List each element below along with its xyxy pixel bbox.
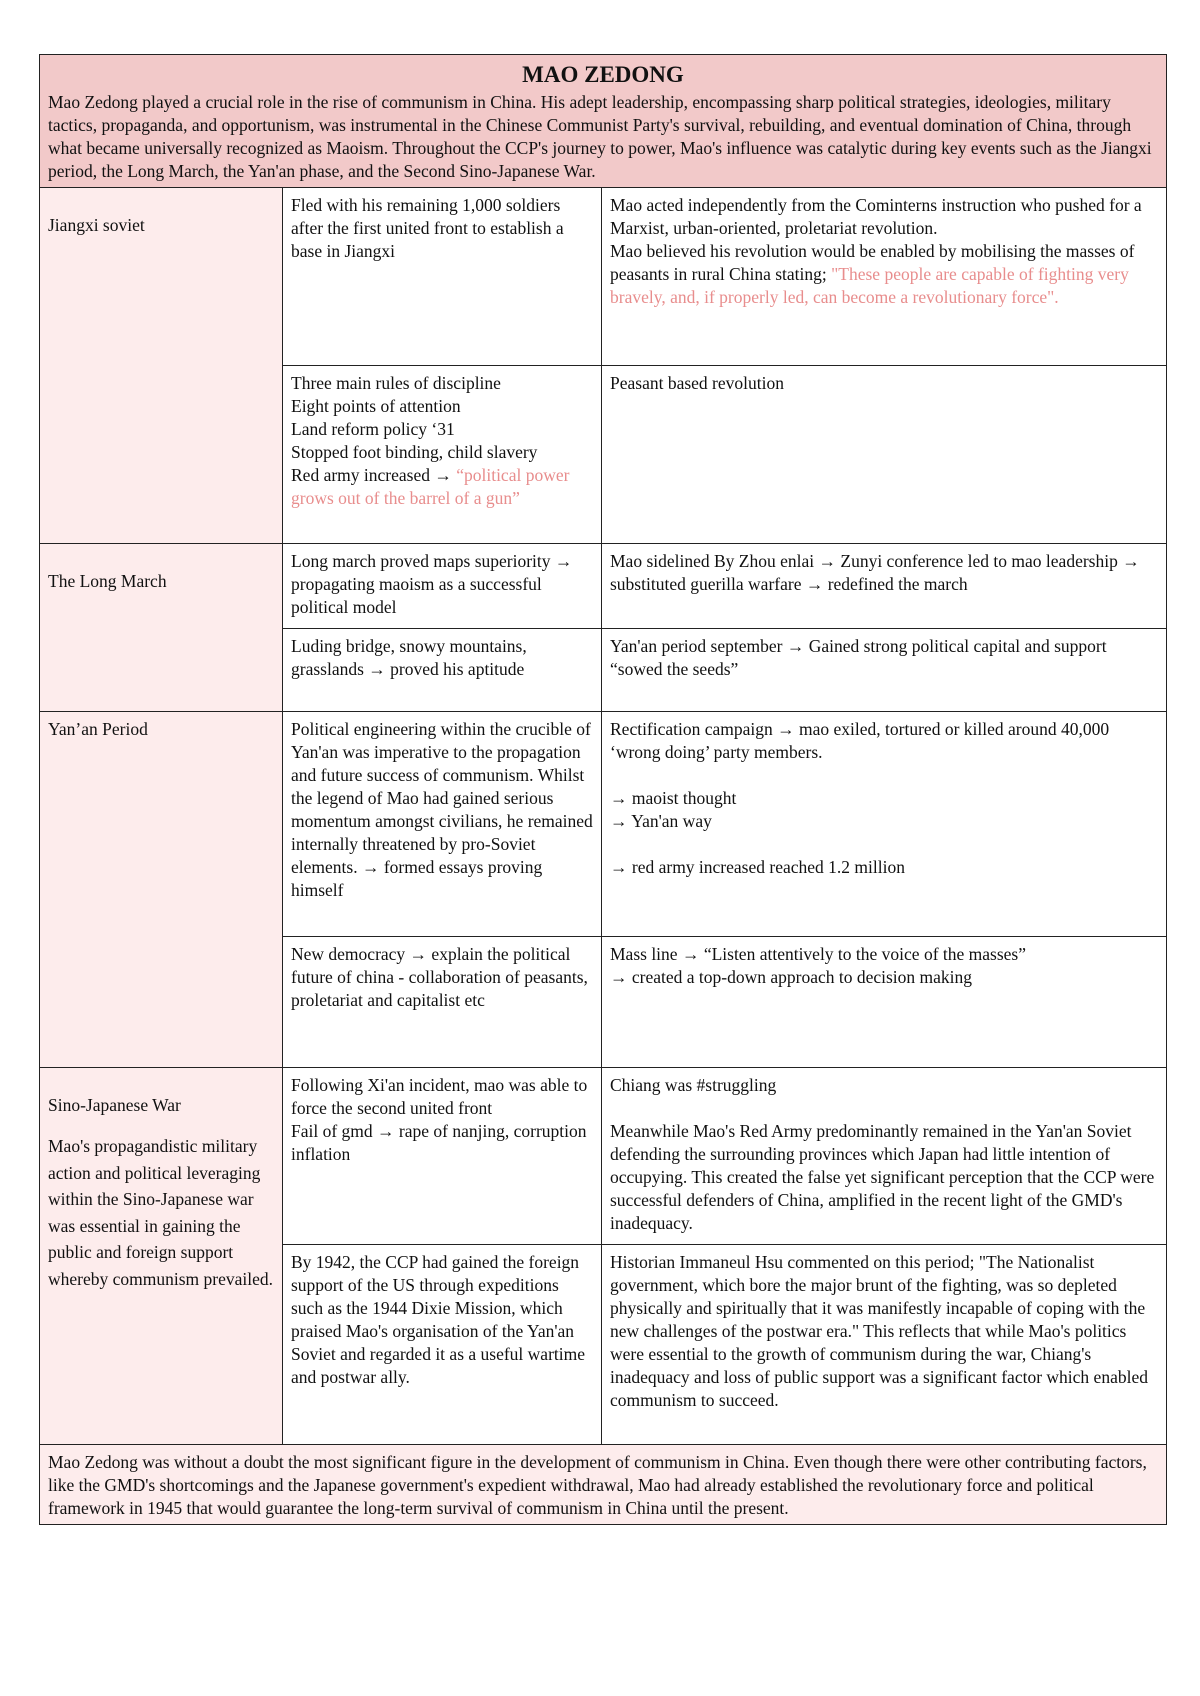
topic-cell-yanan bbox=[40, 712, 283, 1068]
intro-paragraph: Mao Zedong played a crucial role in the rise of communism in China. His adept leadership, encompassing sharp political strategies, ideologies, military tactics, propaganda, and opportunism, was instrumental in the Chinese Communist Party's survival, rebuilding, and eventual domination of China, through what became universally recognized as Maoism. Throughout the CCP's journey to power, Mao's influence was catalytic during key events such as the Jiangxi period, the Long March, the Yan'an phase, and the Second Sino-Japanese War. bbox=[48, 92, 1152, 181]
list-item: Stopped foot binding, child slavery bbox=[291, 442, 538, 462]
long-march-event-cell bbox=[283, 629, 602, 712]
notes-page bbox=[39, 54, 1166, 1525]
cell-text: → created a top-down approach to decision making bbox=[610, 967, 973, 987]
yanan-event-cell bbox=[283, 712, 602, 937]
cell-text: Luding bridge, snowy mountains, grasslands → proved his aptitude bbox=[291, 636, 527, 679]
topic-label: Jiangxi soviet bbox=[48, 215, 145, 235]
cell-text: Mao sidelined By Zhou enlai → Zunyi conference led to mao leadership → substituted guerilla warfare → redefined the march bbox=[610, 551, 1140, 594]
list-item: Three main rules of discipline bbox=[291, 373, 501, 393]
cell-text: Chiang was #struggling bbox=[610, 1075, 777, 1095]
topic-label: Sino-Japanese War bbox=[48, 1095, 181, 1115]
cell-text: Yan'an period september → Gained strong political capital and support “sowed the seeds” bbox=[610, 636, 1107, 679]
yanan-analysis-cell bbox=[602, 712, 1167, 937]
list-item: → Yan'an way bbox=[610, 811, 712, 831]
cell-text: Fled with his remaining 1,000 soldiers after the first united front to establish a base in Jiangxi bbox=[291, 195, 564, 261]
topic-label: Yan’an Period bbox=[48, 719, 148, 739]
sino-japanese-event-cell bbox=[283, 1068, 602, 1245]
jiangxi-analysis-cell bbox=[602, 188, 1167, 366]
jiangxi-summary-cell bbox=[602, 366, 1167, 544]
highlighted-quote: “political power grows out of the barrel of a gun” bbox=[291, 465, 570, 508]
topic-description: Mao's propagandistic military action and political leveraging within the Sino-Japanese war was essential in gaining the public and foreign support whereby communism prevailed. bbox=[48, 1136, 274, 1289]
yanan-row-1 bbox=[40, 712, 1167, 937]
cell-text: Mao believed his revolution would be enabled by mobilising the masses of peasants in rural China stating; bbox=[610, 241, 1135, 284]
yanan-event-cell bbox=[283, 937, 602, 1068]
topic-label: The Long March bbox=[48, 571, 167, 591]
list-item: Eight points of attention bbox=[291, 396, 461, 416]
jiangxi-event-cell bbox=[283, 188, 602, 366]
long-march-row-1 bbox=[40, 544, 1167, 629]
cell-text: Long march proved maps superiority → propagating maoism as a successful political model bbox=[291, 551, 573, 617]
long-march-analysis-cell bbox=[602, 629, 1167, 712]
list-item: Land reform policy ‘31 bbox=[291, 419, 455, 439]
sino-japanese-event-cell bbox=[283, 1245, 602, 1445]
list-item: → red army increased reached 1.2 million bbox=[610, 857, 905, 877]
long-march-analysis-cell bbox=[602, 544, 1167, 629]
topic-cell-jiangxi bbox=[40, 188, 283, 544]
long-march-event-cell bbox=[283, 544, 602, 629]
highlighted-quote: "These people are capable of fighting very bravely, and, if properly led, can become a revolutionary force". bbox=[610, 264, 1129, 307]
conclusion-cell bbox=[40, 1445, 1167, 1525]
footer-row bbox=[40, 1445, 1167, 1525]
conclusion-paragraph: Mao Zedong was without a doubt the most significant figure in the development of communism in China. Even though there were other contributing factors, like the GMD's shortcomings and the Japanese government's expedient withdrawal, Mao had already established the revolutionary force and political framework in 1945 that would guarantee the long-term survival of communism in China until the present. bbox=[48, 1452, 1147, 1518]
list-item: → maoist thought bbox=[610, 788, 737, 808]
header-row bbox=[40, 55, 1167, 188]
cell-text: Meanwhile Mao's Red Army predominantly remained in the Yan'an Soviet defending the surrounding provinces which Japan had little intention of occupying. This created the false yet significant perception that the CCP were successful defenders of China, amplified in the recent light of the GMD's inadequacy. bbox=[610, 1121, 1155, 1233]
cell-text: By 1942, the CCP had gained the foreign support of the US through expeditions such as the 1944 Dixie Mission, which praised Mao's organisation of the Yan'an Soviet and regarded it as a useful wartime and postwar ally. bbox=[291, 1252, 585, 1387]
topic-cell-sino-japanese bbox=[40, 1068, 283, 1445]
list-item: Red army increased → bbox=[291, 465, 457, 485]
cell-text: Mass line → “Listen attentively to the voice of the masses” bbox=[610, 944, 1027, 964]
cell-text: Political engineering within the crucible of Yan'an was imperative to the propagation and future success of communism. Whilst the legend of Mao had gained serious momentum amongst civilians, he remained internally threatened by pro-Soviet elements. → formed essays proving himself bbox=[291, 719, 593, 900]
cell-text: Following Xi'an incident, mao was able to force the second united front bbox=[291, 1075, 588, 1118]
header-cell bbox=[40, 55, 1167, 188]
cell-text: Fail of gmd → rape of nanjing, corruption inflation bbox=[291, 1121, 587, 1164]
jiangxi-policies-cell bbox=[283, 366, 602, 544]
sino-japanese-analysis-cell bbox=[602, 1245, 1167, 1445]
jiangxi-row-1 bbox=[40, 188, 1167, 366]
sino-japanese-row-1 bbox=[40, 1068, 1167, 1245]
yanan-analysis-cell bbox=[602, 937, 1167, 1068]
cell-text: Rectification campaign → mao exiled, tortured or killed around 40,000 ‘wrong doing’ party members. bbox=[610, 719, 1110, 762]
cell-text: Peasant based revolution bbox=[610, 373, 784, 393]
cell-text: New democracy → explain the political future of china - collaboration of peasants, proletariat and capitalist etc bbox=[291, 944, 588, 1010]
page-title: MAO ZEDONG bbox=[522, 62, 684, 87]
summary-table bbox=[39, 54, 1167, 1525]
cell-text: Mao acted independently from the Cominterns instruction who pushed for a Marxist, urban-oriented, proletariat revolution. bbox=[610, 195, 1142, 238]
topic-cell-long-march bbox=[40, 544, 283, 712]
cell-text: Historian Immaneul Hsu commented on this period; "The Nationalist government, which bore the major brunt of the fighting, was so depleted physically and spiritually that it was manifestly incapable of coping with the new challenges of the postwar era." This reflects that while Mao's politics were essential to the growth of communism during the war, Chiang's inadequacy and loss of public support was a significant factor which enabled communism to succeed. bbox=[610, 1252, 1148, 1410]
sino-japanese-analysis-cell bbox=[602, 1068, 1167, 1245]
